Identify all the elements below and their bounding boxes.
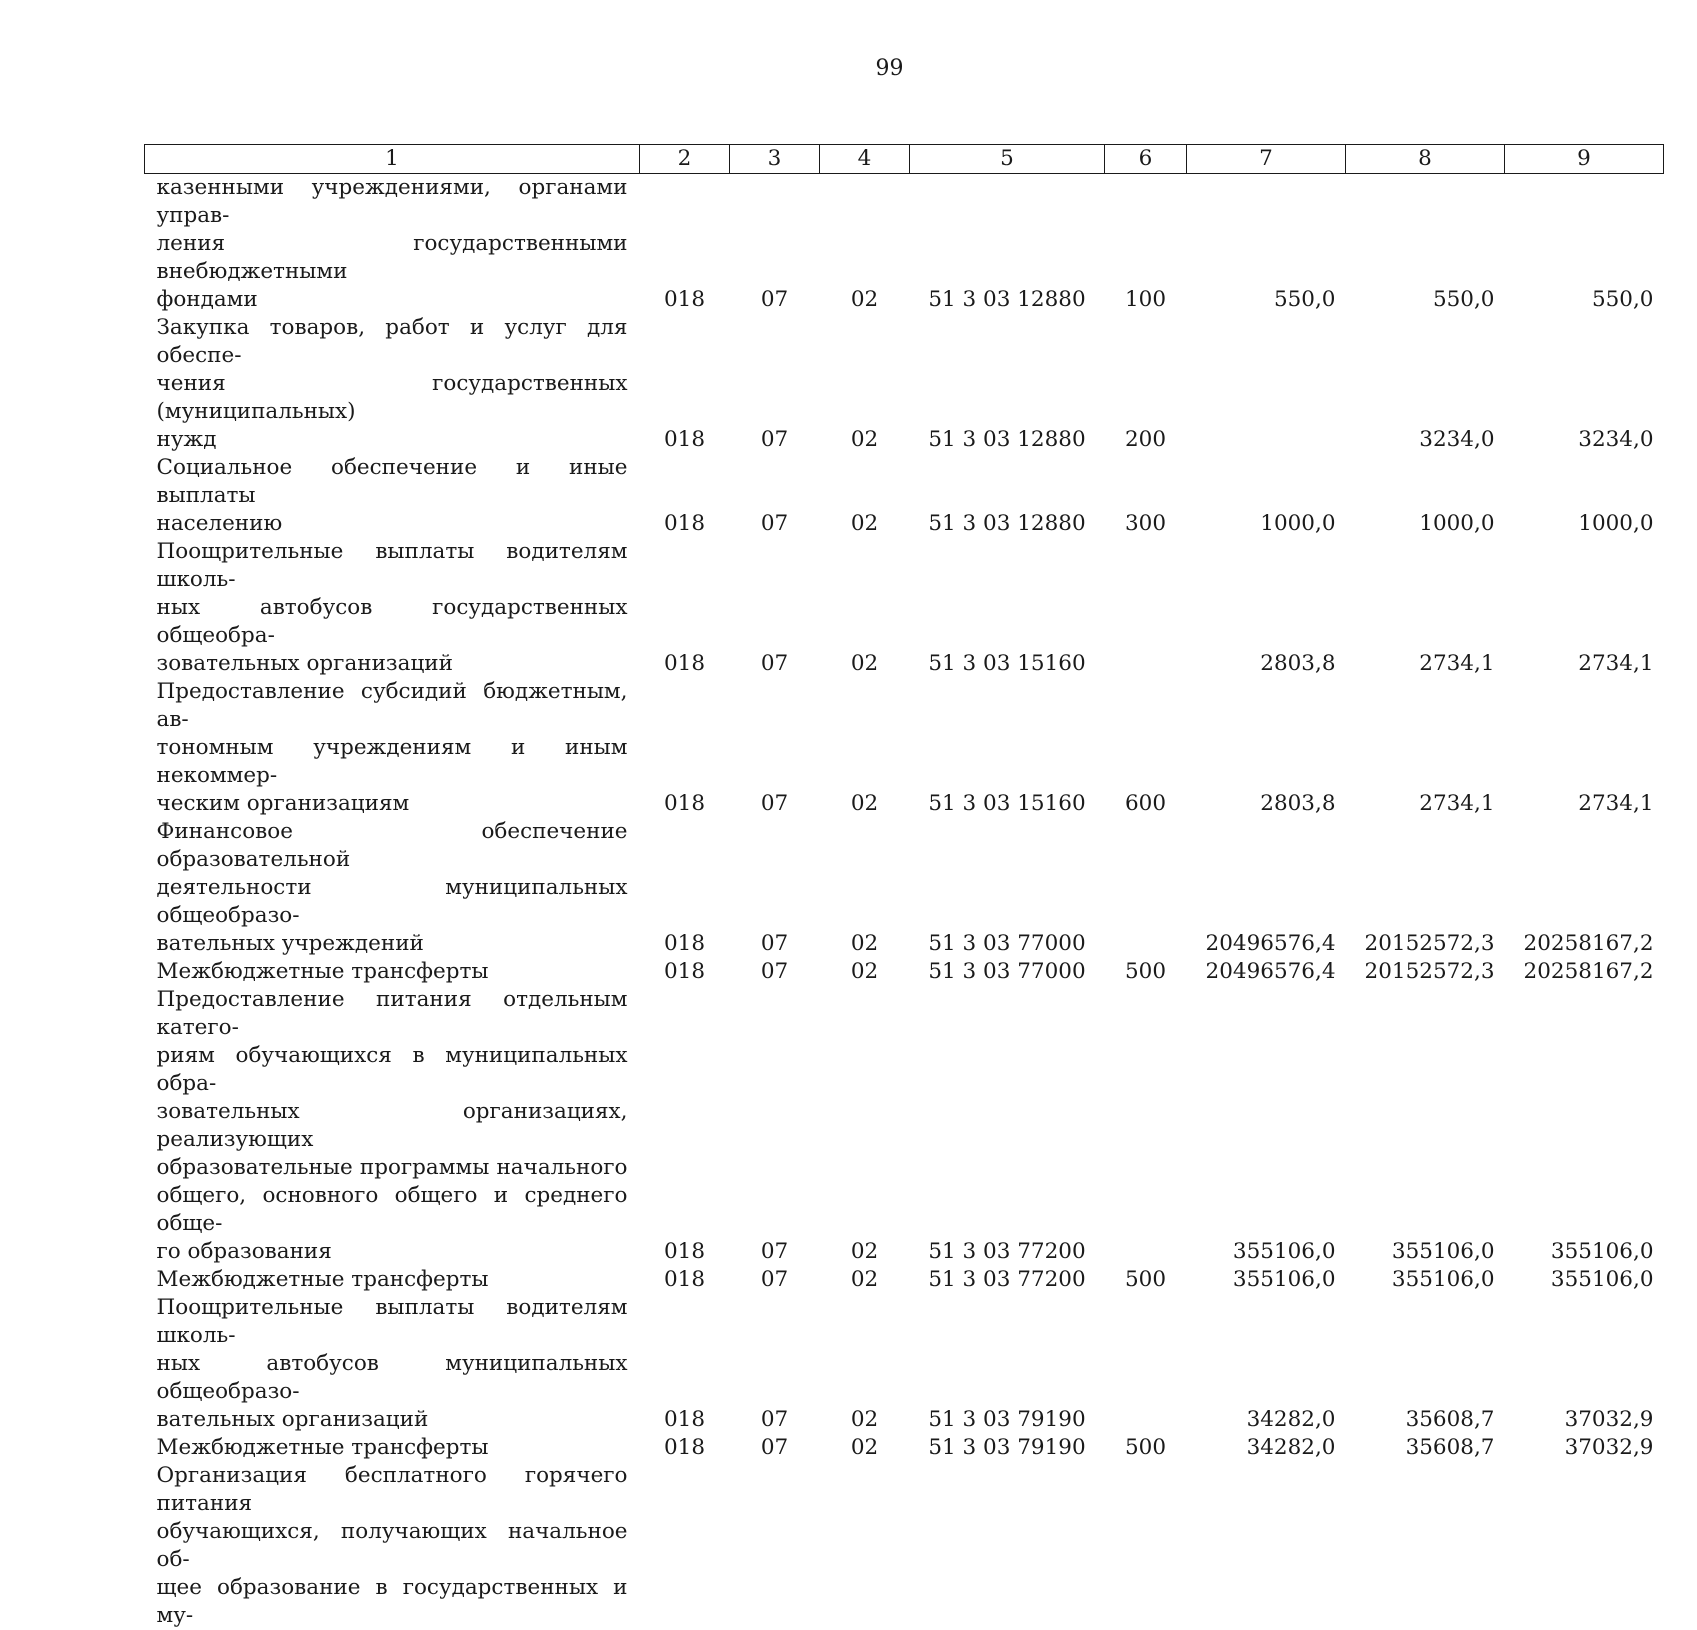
row-name-line: Поощрительные выплаты водителям школь- (157, 538, 628, 594)
row-amount-3-cell: 20258167,2 (1505, 818, 1664, 958)
row-name-line: деятельности муниципальных общеобразо- (157, 874, 628, 930)
row-name-line: казенными учреждениями, органами управ- (157, 174, 628, 230)
row-subsection-cell: 02 (820, 538, 910, 678)
header-col-4: 4 (820, 145, 910, 174)
row-name-cell (145, 1266, 640, 1294)
row-gr-cell: 018 (640, 958, 730, 986)
row-name-cell (145, 174, 640, 315)
row-amount-2-cell: 35608,7 (1346, 1434, 1505, 1462)
row-target-article-cell (910, 1462, 1105, 1630)
row-gr-cell: 018 (640, 1434, 730, 1462)
row-name-line: Закупка товаров, работ и услуг для обеспе- (157, 314, 628, 370)
row-name-line: Межбюджетные трансферты (157, 1434, 628, 1462)
row-amount-1-cell: 2803,8 (1187, 538, 1346, 678)
row-name-line: зовательных организаций (157, 650, 628, 678)
header-col-2: 2 (640, 145, 730, 174)
table-row (145, 1294, 1664, 1434)
row-amount-1-cell (1187, 314, 1346, 454)
row-expense-type-cell (1105, 818, 1187, 958)
table-row (145, 986, 1664, 1266)
table-row (145, 174, 1664, 315)
row-name-cell (145, 1434, 640, 1462)
row-expense-type-cell (1105, 538, 1187, 678)
row-amount-2-cell: 355106,0 (1346, 1266, 1505, 1294)
row-name-line: тономным учреждениям и иным некоммер- (157, 734, 628, 790)
row-name-line: нужд (157, 426, 628, 454)
row-amount-2-cell: 3234,0 (1346, 314, 1505, 454)
row-name-line: Финансовое обеспечение образовательной (157, 818, 628, 874)
row-name-cell (145, 1294, 640, 1434)
row-amount-3-cell: 1000,0 (1505, 454, 1664, 538)
row-subsection-cell: 02 (820, 818, 910, 958)
table-header-row (145, 145, 1664, 174)
row-name-line: Социальное обеспечение и иные выплаты (157, 454, 628, 510)
row-name-line: ных автобусов муниципальных общеобразо- (157, 1350, 628, 1406)
row-target-article-cell: 51 3 03 77000 (910, 958, 1105, 986)
row-amount-2-cell (1346, 1462, 1505, 1630)
row-section-cell: 07 (730, 538, 820, 678)
row-gr-cell: 018 (640, 174, 730, 315)
row-amount-1-cell: 355106,0 (1187, 986, 1346, 1266)
row-name-cell (145, 678, 640, 818)
row-amount-3-cell: 2734,1 (1505, 538, 1664, 678)
row-name-line: общего, основного общего и среднего обще- (157, 1182, 628, 1238)
row-amount-2-cell: 20152572,3 (1346, 818, 1505, 958)
row-name-line: фондами (157, 286, 628, 314)
row-name-line: риям обучающихся в муниципальных обра- (157, 1042, 628, 1098)
row-gr-cell: 018 (640, 454, 730, 538)
row-amount-1-cell: 2803,8 (1187, 678, 1346, 818)
row-target-article-cell: 51 3 03 79190 (910, 1434, 1105, 1462)
row-name-line: населению (157, 510, 628, 538)
row-amount-3-cell: 355106,0 (1505, 986, 1664, 1266)
row-name-cell (145, 818, 640, 958)
row-name-line: го образования (157, 1238, 628, 1266)
row-amount-3-cell: 37032,9 (1505, 1294, 1664, 1434)
row-expense-type-cell: 300 (1105, 454, 1187, 538)
row-gr-cell: 018 (640, 986, 730, 1266)
row-amount-2-cell: 2734,1 (1346, 538, 1505, 678)
table-row (145, 314, 1664, 454)
row-section-cell: 07 (730, 818, 820, 958)
row-gr-cell: 018 (640, 314, 730, 454)
row-target-article-cell: 51 3 03 12880 (910, 454, 1105, 538)
row-amount-3-cell: 355106,0 (1505, 1266, 1664, 1294)
row-subsection-cell: 02 (820, 174, 910, 315)
row-name-line: Поощрительные выплаты водителям школь- (157, 1294, 628, 1350)
row-name-line: Предоставление субсидий бюджетным, ав- (157, 678, 628, 734)
row-gr-cell (640, 1462, 730, 1630)
row-name-line: вательных организаций (157, 1406, 628, 1434)
row-section-cell: 07 (730, 454, 820, 538)
row-amount-3-cell: 37032,9 (1505, 1434, 1664, 1462)
row-amount-1-cell: 34282,0 (1187, 1434, 1346, 1462)
row-amount-2-cell: 35608,7 (1346, 1294, 1505, 1434)
row-subsection-cell: 02 (820, 986, 910, 1266)
row-name-line: ления государственными внебюджетными (157, 230, 628, 286)
row-target-article-cell: 51 3 03 15160 (910, 678, 1105, 818)
row-name-cell (145, 314, 640, 454)
row-name-line: Предоставление питания отдельным катего- (157, 986, 628, 1042)
header-col-6: 6 (1105, 145, 1187, 174)
row-section-cell: 07 (730, 1434, 820, 1462)
row-name-cell (145, 454, 640, 538)
row-subsection-cell: 02 (820, 678, 910, 818)
header-col-1: 1 (145, 145, 640, 174)
row-amount-2-cell: 355106,0 (1346, 986, 1505, 1266)
row-amount-1-cell: 1000,0 (1187, 454, 1346, 538)
row-amount-2-cell: 1000,0 (1346, 454, 1505, 538)
table-row (145, 1434, 1664, 1462)
table-row (145, 958, 1664, 986)
row-name-cell (145, 986, 640, 1266)
row-amount-1-cell: 20496576,4 (1187, 818, 1346, 958)
row-expense-type-cell (1105, 986, 1187, 1266)
row-name-line: вательных учреждений (157, 930, 628, 958)
row-amount-3-cell: 20258167,2 (1505, 958, 1664, 986)
row-gr-cell: 018 (640, 1294, 730, 1434)
row-amount-1-cell (1187, 1462, 1346, 1630)
table-body (145, 174, 1664, 1630)
header-col-3: 3 (730, 145, 820, 174)
row-expense-type-cell: 200 (1105, 314, 1187, 454)
row-target-article-cell: 51 3 03 77000 (910, 818, 1105, 958)
row-expense-type-cell (1105, 1462, 1187, 1630)
row-amount-1-cell: 34282,0 (1187, 1294, 1346, 1434)
row-amount-1-cell: 355106,0 (1187, 1266, 1346, 1294)
header-col-7: 7 (1187, 145, 1346, 174)
row-amount-3-cell (1505, 1462, 1664, 1630)
row-subsection-cell: 02 (820, 454, 910, 538)
row-expense-type-cell (1105, 1294, 1187, 1434)
budget-table (144, 144, 1664, 1630)
header-col-5: 5 (910, 145, 1105, 174)
row-amount-2-cell: 550,0 (1346, 174, 1505, 315)
row-name-line: обучающихся, получающих начальное об- (157, 1518, 628, 1574)
row-subsection-cell (820, 1462, 910, 1630)
row-section-cell: 07 (730, 314, 820, 454)
row-subsection-cell: 02 (820, 958, 910, 986)
row-expense-type-cell: 100 (1105, 174, 1187, 315)
row-section-cell: 07 (730, 986, 820, 1266)
row-subsection-cell: 02 (820, 1434, 910, 1462)
row-target-article-cell: 51 3 03 12880 (910, 314, 1105, 454)
row-section-cell: 07 (730, 1294, 820, 1434)
row-name-line: образовательные программы начального (157, 1154, 628, 1182)
row-name-line: зовательных организациях, реализующих (157, 1098, 628, 1154)
row-expense-type-cell: 500 (1105, 958, 1187, 986)
row-amount-2-cell: 20152572,3 (1346, 958, 1505, 986)
row-target-article-cell: 51 3 03 79190 (910, 1294, 1105, 1434)
row-name-line: чения государственных (муниципальных) (157, 370, 628, 426)
row-amount-1-cell: 20496576,4 (1187, 958, 1346, 986)
row-amount-3-cell: 2734,1 (1505, 678, 1664, 818)
row-gr-cell: 018 (640, 1266, 730, 1294)
row-gr-cell: 018 (640, 538, 730, 678)
table-row (145, 1266, 1664, 1294)
row-target-article-cell: 51 3 03 15160 (910, 538, 1105, 678)
row-expense-type-cell: 500 (1105, 1266, 1187, 1294)
row-name-line: Межбюджетные трансферты (157, 1266, 628, 1294)
row-name-line: Межбюджетные трансферты (157, 958, 628, 986)
table-row (145, 678, 1664, 818)
row-expense-type-cell: 600 (1105, 678, 1187, 818)
table-row (145, 454, 1664, 538)
row-target-article-cell: 51 3 03 77200 (910, 1266, 1105, 1294)
row-subsection-cell: 02 (820, 1266, 910, 1294)
row-name-line: щее образование в государственных и му- (157, 1574, 628, 1630)
row-subsection-cell: 02 (820, 1294, 910, 1434)
row-gr-cell: 018 (640, 818, 730, 958)
row-name-line: Организация бесплатного горячего питания (157, 1462, 628, 1518)
row-section-cell: 07 (730, 174, 820, 315)
page-number: 99 (0, 56, 1697, 81)
row-amount-2-cell: 2734,1 (1346, 678, 1505, 818)
row-target-article-cell: 51 3 03 12880 (910, 174, 1105, 315)
row-name-cell (145, 538, 640, 678)
row-section-cell: 07 (730, 958, 820, 986)
header-col-8: 8 (1346, 145, 1505, 174)
header-col-9: 9 (1505, 145, 1664, 174)
row-section-cell: 07 (730, 1266, 820, 1294)
row-amount-3-cell: 550,0 (1505, 174, 1664, 315)
table-row (145, 1462, 1664, 1630)
row-gr-cell: 018 (640, 678, 730, 818)
row-expense-type-cell: 500 (1105, 1434, 1187, 1462)
table-row (145, 538, 1664, 678)
row-section-cell: 07 (730, 678, 820, 818)
row-target-article-cell: 51 3 03 77200 (910, 986, 1105, 1266)
row-name-line: ных автобусов государственных общеобра- (157, 594, 628, 650)
row-name-line: ческим организациям (157, 790, 628, 818)
table-row (145, 818, 1664, 958)
row-name-cell (145, 958, 640, 986)
row-amount-1-cell: 550,0 (1187, 174, 1346, 315)
row-name-cell (145, 1462, 640, 1630)
row-subsection-cell: 02 (820, 314, 910, 454)
row-amount-3-cell: 3234,0 (1505, 314, 1664, 454)
row-section-cell (730, 1462, 820, 1630)
